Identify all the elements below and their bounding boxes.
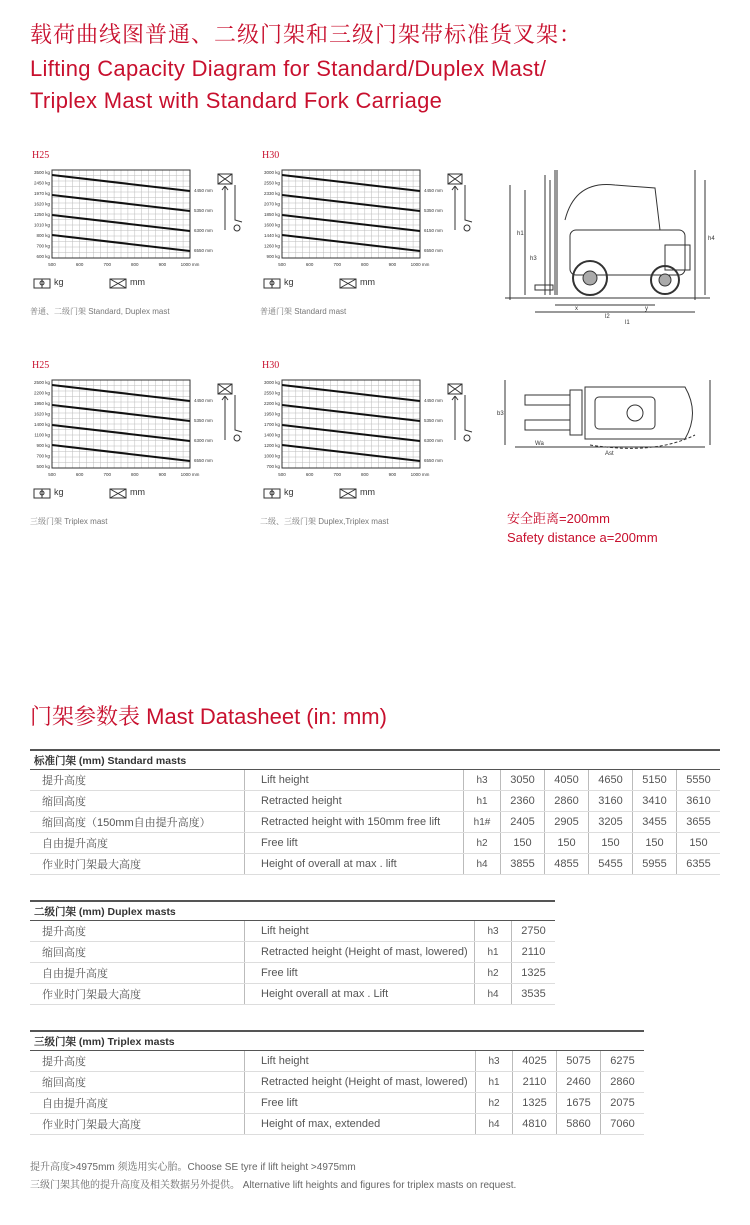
row-symbol: h4	[476, 1114, 513, 1135]
lift-height-label: 4450 mm	[194, 188, 213, 193]
y-tick-label: 1440 kg	[263, 233, 280, 238]
x-tick-label: 800	[361, 472, 369, 477]
capacity-chart-2	[260, 150, 480, 320]
safety-distance-en: Safety distance a=200mm	[507, 530, 658, 545]
chart-plot	[260, 160, 480, 285]
row-value: 3050	[501, 770, 545, 791]
table-row	[30, 1114, 644, 1135]
lift-height-label: 6550 mm	[424, 458, 443, 463]
table-row	[30, 1072, 644, 1093]
row-value: 3855	[501, 854, 545, 875]
row-label-en: Retracted height	[245, 791, 464, 812]
y-tick-label: 1620 kg	[33, 201, 50, 207]
mast-icon	[218, 384, 242, 441]
y-tick-label: 2200 kg	[263, 401, 280, 406]
y-tick-label: 2550 kg	[263, 390, 280, 396]
x-tick-label: 500	[278, 262, 286, 267]
x-tick-label: 900	[158, 472, 167, 477]
triplex-masts-table	[30, 1030, 644, 1135]
row-value: 150	[589, 833, 633, 854]
chart-plot	[30, 370, 250, 495]
footnote-tyre: 提升高度>4975mm 须选用实心胎。Choose SE tyre if lift height >4975mm	[30, 1162, 356, 1173]
lift-height-label: 5350 mm	[424, 208, 443, 213]
table-row	[30, 921, 555, 942]
x-tick-label: 900	[388, 472, 397, 477]
row-value: 5455	[589, 854, 633, 875]
row-label-cn: 自由提升高度	[30, 963, 245, 984]
y-tick-label: 2450 kg	[33, 180, 50, 186]
table-row	[30, 1051, 644, 1072]
lift-height-label: 5350 mm	[194, 418, 213, 423]
row-value: 4810	[513, 1114, 557, 1135]
datasheet-title: 门架参数表 Mast Datasheet (in: mm)	[30, 704, 387, 729]
y-tick-label: 1970 kg	[33, 191, 50, 196]
y-tick-label: 1600 kg	[263, 222, 280, 228]
row-label-en: Lift height	[245, 1051, 476, 1072]
row-symbol: h1	[475, 942, 512, 963]
row-value: 2075	[601, 1093, 645, 1114]
capacity-chart-1	[30, 150, 250, 320]
truck-top-view-drawing	[495, 375, 725, 460]
table-row	[30, 791, 720, 812]
table-row	[30, 1093, 644, 1114]
duplex-masts-table	[30, 900, 555, 1005]
x-tick-label: 600	[305, 262, 314, 267]
row-symbol: h2	[475, 963, 512, 984]
lift-height-label: 6300 mm	[194, 228, 213, 233]
row-symbol: h2	[476, 1093, 513, 1114]
lift-height-label: 6550 mm	[194, 458, 213, 463]
length-icon	[110, 279, 126, 288]
row-label-cn: 自由提升高度	[30, 833, 245, 854]
x-tick-label: 1000 mm	[410, 262, 430, 267]
row-value: 3655	[677, 812, 721, 833]
row-label-cn: 作业时门架最大高度	[30, 984, 245, 1005]
row-label-cn: 自由提升高度	[30, 1093, 245, 1114]
x-tick-label: 800	[131, 472, 139, 477]
chart-caption: 普通门架 Standard mast	[260, 307, 347, 316]
chart-caption: 二级、三级门架 Duplex,Triplex mast	[260, 517, 389, 526]
table-row	[30, 812, 720, 833]
row-label-cn: 提升高度	[30, 1051, 245, 1072]
row-label-cn: 缩回高度	[30, 942, 245, 963]
unit-kg-label: kg	[284, 487, 294, 497]
y-tick-label: 1850 kg	[263, 212, 280, 217]
x-tick-label: 900	[158, 262, 167, 267]
lift-height-label: 6150 mm	[424, 228, 443, 233]
row-value: 3160	[589, 791, 633, 812]
chart-model-label: H25	[32, 360, 50, 371]
chart-model-label: H30	[262, 360, 280, 371]
y-tick-label: 600 kg	[36, 254, 50, 259]
row-label-cn: 缩回高度（150mm自由提升高度）	[30, 812, 245, 833]
table-row	[30, 833, 720, 854]
row-symbol: h2	[464, 833, 501, 854]
row-value: 2405	[501, 812, 545, 833]
svg-text:Ast: Ast	[605, 451, 614, 457]
chart-plot	[30, 160, 250, 285]
unit-mm-label: mm	[360, 487, 375, 497]
unit-kg-label: kg	[284, 277, 294, 287]
row-label-en: Retracted height (Height of mast, lowered)	[245, 942, 475, 963]
y-tick-label: 2070 kg	[263, 201, 280, 207]
lift-height-label: 4450 mm	[424, 188, 443, 193]
row-label-cn: 提升高度	[30, 770, 245, 791]
x-tick-label: 600	[75, 262, 84, 267]
y-tick-label: 3500 kg	[33, 170, 50, 175]
length-icon	[340, 489, 356, 498]
weight-icon	[34, 279, 50, 288]
y-tick-label: 2330 kg	[263, 191, 280, 196]
lift-height-label: 6300 mm	[194, 438, 213, 443]
row-label-en: Height overall at max . Lift	[245, 984, 475, 1005]
y-tick-label: 900 kg	[36, 443, 50, 448]
unit-kg-label: kg	[54, 487, 64, 497]
row-symbol: h4	[464, 854, 501, 875]
weight-icon	[264, 279, 280, 288]
row-label-en: Retracted height (Height of mast, lowered)	[245, 1072, 476, 1093]
x-tick-label: 500	[278, 472, 286, 477]
y-tick-label: 1620 kg	[33, 411, 50, 417]
y-tick-label: 1700 kg	[263, 422, 280, 427]
row-value: 1325	[513, 1093, 557, 1114]
y-tick-label: 3000 kg	[263, 380, 280, 385]
weight-icon	[264, 489, 280, 498]
lift-height-label: 6550 mm	[424, 248, 443, 253]
row-label-en: Height of max, extended	[245, 1114, 476, 1135]
y-tick-label: 1200 kg	[263, 443, 280, 448]
row-value: 5955	[633, 854, 677, 875]
y-tick-label: 1400 kg	[263, 432, 280, 438]
y-tick-label: 700 kg	[36, 453, 50, 459]
row-value: 2110	[512, 942, 556, 963]
x-tick-label: 700	[103, 472, 111, 477]
truck-side-view-drawing	[495, 160, 725, 325]
footnote-triplex: 三级门架其他的提升高度及相关数据另外提供。 Alternative lift heights and figures for triplex masts on request.	[30, 1180, 517, 1191]
capacity-chart-3	[30, 360, 250, 530]
row-value: 3535	[512, 984, 556, 1005]
row-value: 2360	[501, 791, 545, 812]
y-tick-label: 1950 kg	[33, 401, 50, 406]
length-icon	[340, 279, 356, 288]
table-header: 三级门架 (mm) Triplex masts	[30, 1031, 644, 1051]
y-tick-label: 800 kg	[36, 233, 50, 238]
row-label-cn: 缩回高度	[30, 791, 245, 812]
row-value: 2110	[513, 1072, 557, 1093]
row-label-en: Free lift	[245, 963, 475, 984]
y-tick-label: 1400 kg	[33, 422, 50, 427]
row-symbol: h3	[475, 921, 512, 942]
svg-text:l2: l2	[605, 314, 610, 320]
row-value: 150	[633, 833, 677, 854]
table-header: 标准门架 (mm) Standard masts	[30, 750, 720, 770]
row-value: 5075	[557, 1051, 601, 1072]
y-tick-label: 700 kg	[36, 243, 50, 249]
page-title-cn: 载荷曲线图普通、二级门架和三级门架带标准货叉架：	[30, 23, 583, 48]
y-tick-label: 3000 kg	[263, 170, 280, 175]
chart-plot	[260, 370, 480, 495]
row-value: 3455	[633, 812, 677, 833]
table-row	[30, 854, 720, 875]
row-label-en: Free lift	[245, 833, 464, 854]
y-tick-label: 2200 kg	[33, 390, 50, 396]
row-value: 150	[677, 833, 721, 854]
row-value: 5150	[633, 770, 677, 791]
lift-height-label: 6550 mm	[194, 248, 213, 253]
lift-height-label: 5350 mm	[194, 208, 213, 213]
capacity-chart-4	[260, 360, 480, 530]
svg-text:Wa: Wa	[535, 441, 544, 447]
row-symbol: h1	[464, 791, 501, 812]
svg-text:h3: h3	[530, 256, 537, 262]
mast-icon	[448, 384, 472, 441]
y-tick-label: 2500 kg	[33, 380, 50, 385]
row-symbol: h1#	[464, 812, 501, 833]
row-value: 2750	[512, 921, 556, 942]
y-tick-label: 1250 kg	[33, 212, 50, 217]
row-label-en: Height of overall at max . lift	[245, 854, 464, 875]
svg-text:h1: h1	[517, 231, 524, 237]
lift-height-label: 4450 mm	[424, 398, 443, 403]
y-tick-label: 1100 kg	[34, 432, 50, 438]
y-tick-label: 1950 kg	[263, 411, 280, 417]
y-tick-label: 500 kg	[36, 464, 50, 469]
row-label-cn: 缩回高度	[30, 1072, 245, 1093]
standard-masts-table	[30, 749, 720, 875]
row-label-cn: 提升高度	[30, 921, 245, 942]
row-value: 4855	[545, 854, 589, 875]
lift-height-label: 5350 mm	[424, 418, 443, 423]
row-value: 7060	[601, 1114, 645, 1135]
x-tick-label: 700	[333, 262, 341, 267]
unit-mm-label: mm	[130, 277, 145, 287]
mast-icon	[218, 174, 242, 231]
x-tick-label: 500	[48, 472, 56, 477]
x-tick-label: 1000 mm	[180, 472, 200, 477]
x-tick-label: 600	[305, 472, 314, 477]
y-tick-label: 1010 kg	[33, 222, 50, 228]
row-value: 6275	[601, 1051, 645, 1072]
unit-mm-label: mm	[360, 277, 375, 287]
table-row	[30, 942, 555, 963]
table-row	[30, 963, 555, 984]
row-symbol: h4	[475, 984, 512, 1005]
unit-kg-label: kg	[54, 277, 64, 287]
x-tick-label: 500	[48, 262, 56, 267]
row-value: 150	[501, 833, 545, 854]
row-value: 1675	[557, 1093, 601, 1114]
safety-distance-cn: 安全距离=200mm	[507, 511, 610, 526]
row-value: 4050	[545, 770, 589, 791]
mast-icon	[448, 174, 472, 231]
row-value: 3410	[633, 791, 677, 812]
x-tick-label: 800	[361, 262, 369, 267]
x-tick-label: 1000 mm	[180, 262, 200, 267]
chart-model-label: H25	[32, 150, 50, 161]
unit-mm-label: mm	[130, 487, 145, 497]
y-tick-label: 900 kg	[266, 254, 280, 259]
chart-caption: 普通、二级门架 Standard, Duplex mast	[30, 307, 170, 316]
y-tick-label: 1000 kg	[263, 453, 280, 459]
row-value: 3610	[677, 791, 721, 812]
row-value: 3205	[589, 812, 633, 833]
length-icon	[110, 489, 126, 498]
lift-height-label: 6300 mm	[424, 438, 443, 443]
x-tick-label: 700	[333, 472, 341, 477]
table-row	[30, 984, 555, 1005]
row-value: 1325	[512, 963, 556, 984]
row-value: 2460	[557, 1072, 601, 1093]
row-value: 2860	[601, 1072, 645, 1093]
y-tick-label: 1260 kg	[263, 243, 280, 249]
row-label-en: Retracted height with 150mm free lift	[245, 812, 464, 833]
row-symbol: h1	[476, 1072, 513, 1093]
row-value: 4025	[513, 1051, 557, 1072]
svg-text:b3: b3	[497, 411, 504, 417]
row-value: 5860	[557, 1114, 601, 1135]
chart-caption: 三级门架 Triplex mast	[30, 517, 108, 526]
row-symbol: h3	[464, 770, 501, 791]
x-tick-label: 600	[75, 472, 84, 477]
row-label-en: Lift height	[245, 921, 475, 942]
page-title-en-line1: Lifting Capacity Diagram for Standard/Duplex Mast/	[30, 56, 547, 81]
svg-text:h4: h4	[708, 236, 715, 242]
row-value: 5550	[677, 770, 721, 791]
row-value: 4650	[589, 770, 633, 791]
row-label-en: Free lift	[245, 1093, 476, 1114]
svg-text:x: x	[575, 306, 578, 312]
row-label-cn: 作业时门架最大高度	[30, 854, 245, 875]
row-value: 6355	[677, 854, 721, 875]
row-value: 2860	[545, 791, 589, 812]
row-label-cn: 作业时门架最大高度	[30, 1114, 245, 1135]
row-symbol: h3	[476, 1051, 513, 1072]
chart-model-label: H30	[262, 150, 280, 161]
page-title-en-line2: Triplex Mast with Standard Fork Carriage	[30, 88, 443, 113]
table-header: 二级门架 (mm) Duplex masts	[30, 901, 555, 921]
x-tick-label: 1000 mm	[410, 472, 430, 477]
x-tick-label: 800	[131, 262, 139, 267]
y-tick-label: 700 kg	[266, 464, 280, 469]
x-tick-label: 900	[388, 262, 397, 267]
x-tick-label: 700	[103, 262, 111, 267]
lift-height-label: 4450 mm	[194, 398, 213, 403]
table-row	[30, 770, 720, 791]
svg-text:y: y	[645, 306, 648, 312]
row-label-en: Lift height	[245, 770, 464, 791]
svg-text:l1: l1	[625, 320, 630, 325]
weight-icon	[34, 489, 50, 498]
row-value: 150	[545, 833, 589, 854]
y-tick-label: 2550 kg	[263, 180, 280, 186]
row-value: 2905	[545, 812, 589, 833]
